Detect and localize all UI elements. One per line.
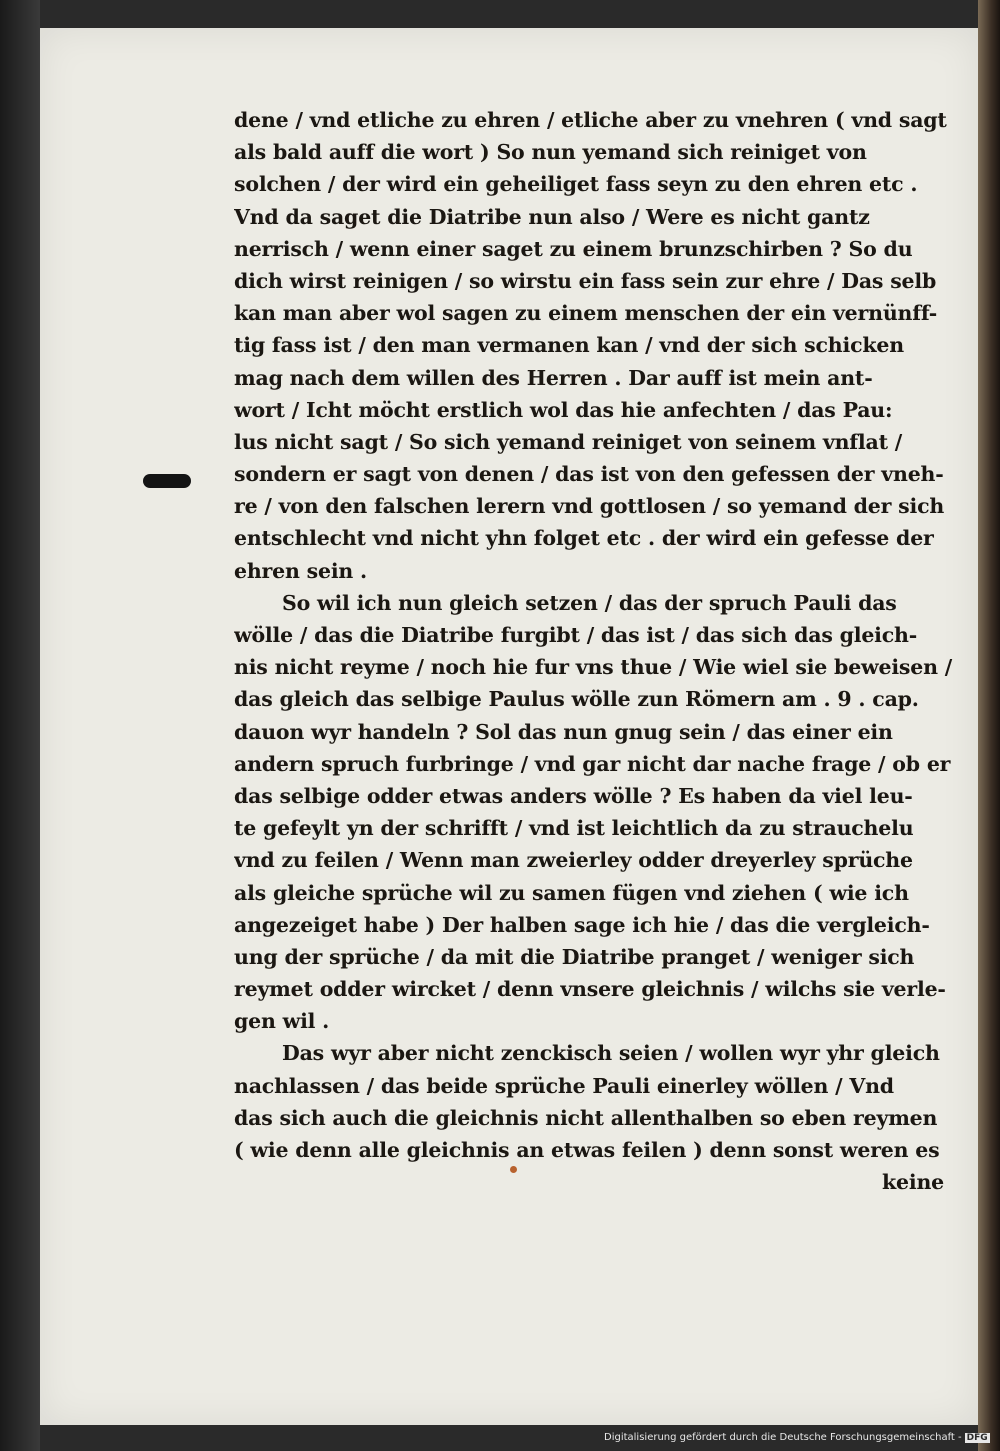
text-line: andern spruch furbringe / vnd gar nicht dar nache frage / ob er xyxy=(234,751,951,776)
text-line: ehren sein . xyxy=(234,558,367,583)
text-line: vnd zu feilen / Wenn man zweierley odder dreyerley sprüche xyxy=(234,848,913,873)
text-line: Vnd da saget die Diatribe nun also / Were es nicht gantz xyxy=(234,204,870,229)
text-line: te gefeylt yn der schrifft / vnd ist leichtlich da zu strauchelu xyxy=(234,816,914,841)
text-line: re / von den falschen lerern vnd gottlosen / so yemand der sich xyxy=(234,494,945,519)
text-line: dauon wyr handeln ? Sol das nun gnug sein / das einer ein xyxy=(234,719,893,744)
text-line: das gleich das selbige Paulus wölle zun Römern am . 9 . cap. xyxy=(234,687,919,712)
text-line: als bald auff die wort ) So nun yemand sich reiniget von xyxy=(234,140,867,165)
text-line: reymet odder wircket / denn vnsere gleichnis / wilchs sie verle- xyxy=(234,977,946,1002)
text-line: nachlassen / das beide sprüche Pauli einerley wöllen / Vnd xyxy=(234,1073,894,1098)
page-text-block xyxy=(234,104,964,1198)
paragraph-start-line: Das wyr aber nicht zenckisch seien / wollen wyr yhr gleich xyxy=(282,1041,940,1066)
text-line: wölle / das die Diatribe furgibt / das ist / das sich das gleich- xyxy=(234,623,918,647)
text-line: lus nicht sagt / So sich yemand reiniget von seinem vnflat / xyxy=(234,429,903,454)
text-line: angezeiget habe ) Der halben sage ich hie / das die vergleich- xyxy=(234,912,930,937)
dfg-logo: DFG xyxy=(966,1433,988,1443)
catchword: keine xyxy=(882,1170,944,1195)
text-line: nerrisch / wenn einer saget zu einem brunzschirben ? So du xyxy=(234,236,913,261)
text-line: mag nach dem willen des Herren . Dar auff ist mein ant- xyxy=(234,365,873,390)
scan-left-edge xyxy=(0,0,40,1451)
text-line: als gleiche sprüche wil zu samen fügen vnd ziehen ( wie ich xyxy=(234,880,909,905)
footer-text: Digitalisierung gefördert durch die Deutsche Forschungsgemeinschaft - xyxy=(604,1432,962,1443)
text-line: das selbige odder etwas anders wölle ? Es haben da viel leu- xyxy=(234,783,913,808)
book-spine-edge xyxy=(978,0,1000,1451)
text-line: entschlecht vnd nicht yhn folget etc . der wird ein gefesse der xyxy=(234,526,934,551)
text-line: gen wil . xyxy=(234,1009,330,1034)
text-line: sondern er sagt von denen / das ist von den gefessen der vneh- xyxy=(234,462,944,487)
text-line: das sich auch die gleichnis nicht allenthalben so eben reymen xyxy=(234,1105,938,1130)
text-line: nis nicht reyme / noch hie fur vns thue / Wie wiel sie beweisen / xyxy=(234,655,953,680)
text-line: ( wie denn alle gleichnis an etwas feilen ) denn sonst weren es xyxy=(234,1138,940,1162)
paragraph-start-line: So wil ich nun gleich setzen / das der spruch Pauli das xyxy=(282,590,897,615)
text-line: dich wirst reinigen / so wirstu ein fass sein zur ehre / Das selb xyxy=(234,268,937,293)
text-line: wort / Icht möcht erstlich wol das hie anfechten / das Pau: xyxy=(234,397,893,422)
text-line: tig fass ist / den man vermanen kan / vnd der sich schicken xyxy=(234,333,904,358)
ink-blot-marker xyxy=(143,474,191,488)
text-line: solchen / der wird ein geheiliget fass seyn zu den ehren etc . xyxy=(234,172,918,197)
text-line: kan man aber wol sagen zu einem menschen der ein vernünff- xyxy=(234,301,938,326)
digitization-footer xyxy=(604,1432,990,1443)
text-line: ung der sprüche / da mit die Diatribe pranget / weniger sich xyxy=(234,944,915,969)
text-line: dene / vnd etliche zu ehren / etliche aber zu vnehren ( vnd sagt xyxy=(234,108,947,132)
